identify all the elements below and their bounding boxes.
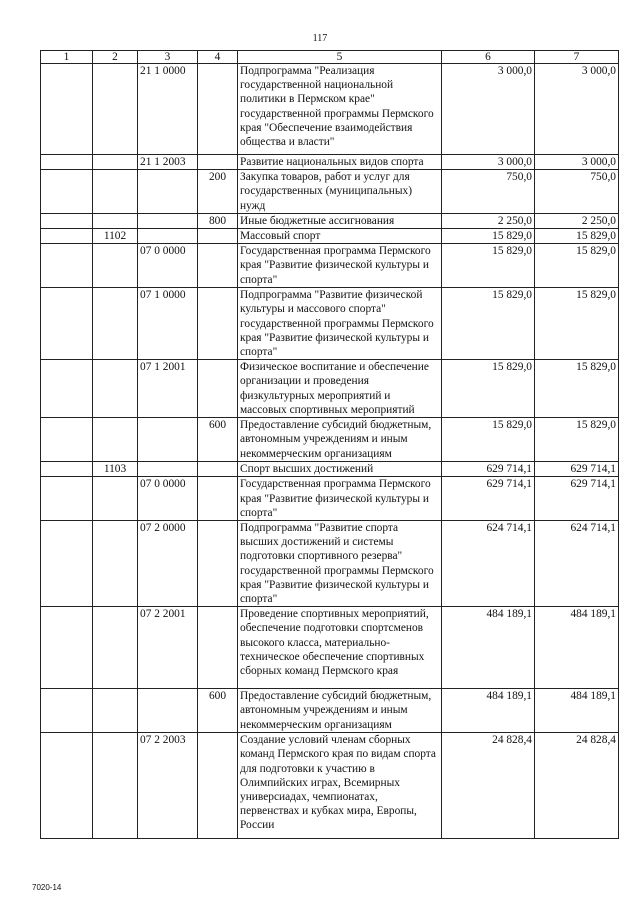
expense-type-cell: 200 [198, 170, 238, 214]
table-row [41, 477, 619, 521]
col1-cell [41, 288, 93, 360]
amount-cell: 2 250,0 [535, 213, 619, 228]
description-cell: Создание условий членам сборных команд Пермского края по видам спорта для подготовки к участию в Олимпийских играх, Всемирных универсиадах, чемпионатах, первенствах и кубках мира, Европы, России [238, 733, 442, 839]
header-cell: 6 [442, 51, 535, 64]
description-cell: Подпрограмма "Развитие физической культуры и массового спорта" государственной программы Пермского края "Развитие физической культуры и спорта" [238, 288, 442, 360]
expense-type-cell [198, 733, 238, 839]
target-article-cell [138, 213, 198, 228]
target-article-cell: 07 2 2001 [138, 607, 198, 689]
expense-type-cell: 800 [198, 213, 238, 228]
amount-cell: 24 828,4 [535, 733, 619, 839]
section-code-cell [93, 213, 138, 228]
target-article-cell: 07 1 0000 [138, 288, 198, 360]
table-row [41, 418, 619, 462]
amount-cell: 15 829,0 [535, 360, 619, 418]
amount-cell: 629 714,1 [535, 477, 619, 521]
amount-cell: 629 714,1 [535, 462, 619, 477]
target-article-cell [138, 689, 198, 733]
amount-cell: 15 829,0 [535, 288, 619, 360]
amount-cell: 3 000,0 [442, 64, 535, 155]
amount-cell: 15 829,0 [535, 244, 619, 288]
amount-cell: 24 828,4 [442, 733, 535, 839]
table-row [41, 689, 619, 733]
expense-type-cell [198, 477, 238, 521]
expense-type-cell: 600 [198, 689, 238, 733]
header-cell: 2 [93, 51, 138, 64]
amount-cell: 484 189,1 [535, 607, 619, 689]
header-cell: 7 [535, 51, 619, 64]
description-cell: Подпрограмма "Реализация государственной национальной политики в Пермском крае" государственной программы Пермского края "Обеспечение взаимодействия общества и власти" [238, 64, 442, 155]
expense-type-cell: 600 [198, 418, 238, 462]
table-row [41, 521, 619, 607]
target-article-cell: 21 1 2003 [138, 155, 198, 170]
section-code-cell [93, 418, 138, 462]
col1-cell [41, 521, 93, 607]
amount-cell: 484 189,1 [442, 689, 535, 733]
description-cell: Иные бюджетные ассигнования [238, 213, 442, 228]
target-article-cell [138, 418, 198, 462]
amount-cell: 3 000,0 [535, 155, 619, 170]
section-code-cell [93, 288, 138, 360]
target-article-cell: 07 2 2003 [138, 733, 198, 839]
table-row [41, 607, 619, 689]
amount-cell: 15 829,0 [442, 244, 535, 288]
table-row [41, 155, 619, 170]
target-article-cell: 07 2 0000 [138, 521, 198, 607]
amount-cell: 15 829,0 [442, 229, 535, 244]
amount-cell: 3 000,0 [442, 155, 535, 170]
description-cell: Развитие национальных видов спорта [238, 155, 442, 170]
table-row [41, 288, 619, 360]
expense-type-cell [198, 244, 238, 288]
section-code-cell [93, 244, 138, 288]
col1-cell [41, 607, 93, 689]
amount-cell: 2 250,0 [442, 213, 535, 228]
expense-type-cell [198, 462, 238, 477]
description-cell: Массовый спорт [238, 229, 442, 244]
table-row [41, 64, 619, 155]
table-row [41, 213, 619, 228]
col1-cell [41, 462, 93, 477]
description-cell: Физическое воспитание и обеспечение организации и проведения физкультурных мероприятий и массовых спортивных мероприятий [238, 360, 442, 418]
col1-cell [41, 360, 93, 418]
table-row [41, 733, 619, 839]
description-cell: Закупка товаров, работ и услуг для государственных (муниципальных) нужд [238, 170, 442, 214]
table-row [41, 229, 619, 244]
description-cell: Государственная программа Пермского края "Развитие физической культуры и спорта" [238, 244, 442, 288]
target-article-cell: 07 1 2001 [138, 360, 198, 418]
page-number: 117 [312, 33, 328, 44]
expense-type-cell [198, 288, 238, 360]
section-code-cell [93, 607, 138, 689]
target-article-cell: 07 0 0000 [138, 244, 198, 288]
target-article-cell [138, 462, 198, 477]
amount-cell: 15 829,0 [535, 229, 619, 244]
description-cell: Спорт высших достижений [238, 462, 442, 477]
amount-cell: 624 714,1 [442, 521, 535, 607]
amount-cell: 750,0 [535, 170, 619, 214]
table-row [41, 462, 619, 477]
expense-type-cell [198, 155, 238, 170]
col1-cell [41, 170, 93, 214]
expense-type-cell [198, 64, 238, 155]
section-code-cell [93, 477, 138, 521]
description-cell: Предоставление субсидий бюджетным, автономным учреждениям и иным некоммерческим организациям [238, 418, 442, 462]
col1-cell [41, 155, 93, 170]
section-code-cell: 1103 [93, 462, 138, 477]
amount-cell: 750,0 [442, 170, 535, 214]
section-code-cell [93, 155, 138, 170]
expense-type-cell [198, 360, 238, 418]
expense-type-cell [198, 521, 238, 607]
amount-cell: 484 189,1 [442, 607, 535, 689]
header-cell: 5 [238, 51, 442, 64]
expense-type-cell [198, 229, 238, 244]
col1-cell [41, 64, 93, 155]
description-cell: Государственная программа Пермского края "Развитие физической культуры и спорта" [238, 477, 442, 521]
description-cell: Предоставление субсидий бюджетным, автономным учреждениям и иным некоммерческим организациям [238, 689, 442, 733]
amount-cell: 629 714,1 [442, 462, 535, 477]
section-code-cell [93, 689, 138, 733]
amount-cell: 624 714,1 [535, 521, 619, 607]
col1-cell [41, 733, 93, 839]
table-header-row [41, 51, 619, 64]
col1-cell [41, 229, 93, 244]
amount-cell: 3 000,0 [535, 64, 619, 155]
amount-cell: 15 829,0 [442, 418, 535, 462]
col1-cell [41, 244, 93, 288]
col1-cell [41, 213, 93, 228]
table-row [41, 360, 619, 418]
description-cell: Проведение спортивных мероприятий, обеспечение подготовки спортсменов высокого класса, материально-техническое обеспечение спортивных сборных команд Пермского края [238, 607, 442, 689]
section-code-cell: 1102 [93, 229, 138, 244]
amount-cell: 484 189,1 [535, 689, 619, 733]
target-article-cell: 07 0 0000 [138, 477, 198, 521]
section-code-cell [93, 733, 138, 839]
header-cell: 3 [138, 51, 198, 64]
section-code-cell [93, 521, 138, 607]
col1-cell [41, 418, 93, 462]
col1-cell [41, 689, 93, 733]
description-cell: Подпрограмма "Развитие спорта высших достижений и системы подготовки спортивного резерва" государственной программы Пермского края "Развитие физической культуры и спорта" [238, 521, 442, 607]
section-code-cell [93, 360, 138, 418]
budget-table [40, 50, 619, 839]
col1-cell [41, 477, 93, 521]
target-article-cell [138, 229, 198, 244]
target-article-cell [138, 170, 198, 214]
header-cell: 1 [41, 51, 93, 64]
amount-cell: 15 829,0 [442, 360, 535, 418]
section-code-cell [93, 64, 138, 155]
section-code-cell [93, 170, 138, 214]
table-row [41, 244, 619, 288]
header-cell: 4 [198, 51, 238, 64]
footer-code: 7020-14 [32, 883, 62, 892]
amount-cell: 15 829,0 [535, 418, 619, 462]
target-article-cell: 21 1 0000 [138, 64, 198, 155]
amount-cell: 15 829,0 [442, 288, 535, 360]
expense-type-cell [198, 607, 238, 689]
amount-cell: 629 714,1 [442, 477, 535, 521]
table-row [41, 170, 619, 214]
